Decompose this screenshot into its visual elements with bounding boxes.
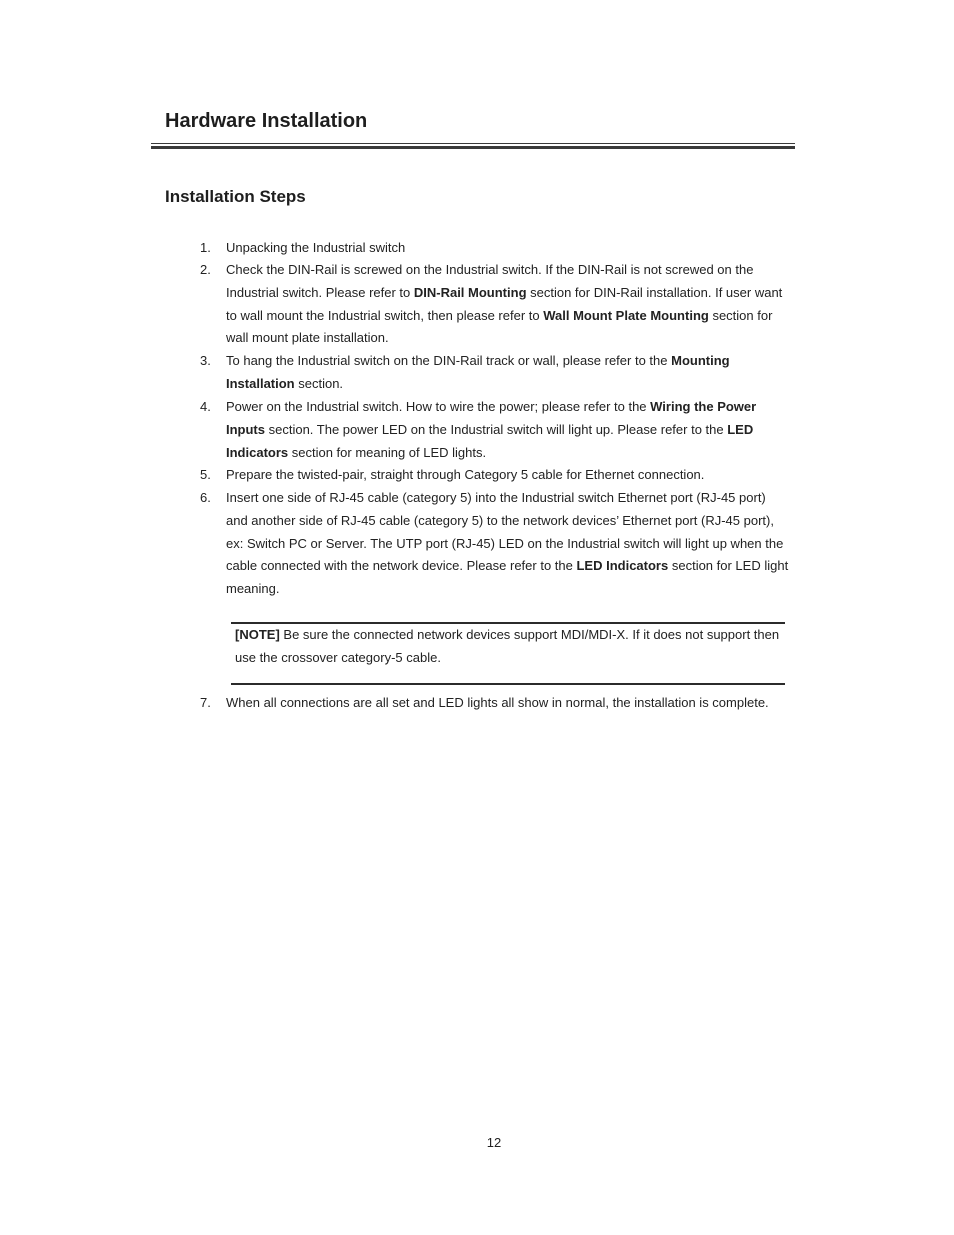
list-item [200,237,790,260]
list-item [200,396,790,464]
step-text-run: section for meaning of LED lights. [288,444,487,460]
step-text-run: To hang the Industrial switch on the DIN-Rail track or wall, please refer to the [226,353,672,368]
step-number: 6. [200,490,211,505]
step-text [226,487,790,601]
step-bold-reference: Wall Mount Plate Mounting [543,307,709,323]
step-text-run: section. The power LED on the Industrial switch will light up. Please refer to the [265,421,728,437]
step-text [226,464,790,487]
list-item [200,487,790,601]
step-number: 1. [200,240,211,255]
step-number: 3. [200,353,211,368]
note-body: Be sure the connected network devices support MDI/MDI-X. If it does not support then use the crossover category-5 cable. [235,627,780,665]
step-number: 2. [200,262,211,277]
step-text-run: When all connections are all set and LED lights all show in normal, the installation is complete. [226,695,769,710]
step-text [226,259,790,350]
list-item [200,464,790,487]
step-bold-reference: Wiring the Power Inputs [226,399,757,437]
list-item [200,259,790,350]
step-text-run: Power on the Industrial switch. How to wire the power; please refer to the [226,399,651,414]
step-number: 4. [200,399,211,414]
title-divider [151,143,795,149]
step-number: 7. [200,695,211,710]
step-text-run: Check the DIN-Rail is screwed on the Industrial switch. If the DIN-Rail is not screwed on the Industrial switch. Please refer to [226,262,754,300]
step-text-run: section for LED light meaning. [226,558,789,597]
step-bold-reference: LED Indicators [226,421,754,460]
step-text-run: section for DIN-Rail installation. If user want to wall mount the Industrial switch, then please refer to [226,284,783,323]
step-text [226,350,790,396]
page-title: Hardware Installation [165,110,368,132]
section-heading: Installation Steps [165,187,306,206]
title-divider-thin [151,143,795,144]
step-text-run: section. [294,375,344,391]
step-text [226,396,790,464]
list-item [200,350,790,396]
step-bold-reference: LED Indicators [576,558,669,574]
step-text-run: Unpacking the Industrial switch [226,240,406,255]
step-text [226,237,790,260]
step-text-run: Insert one side of RJ-45 cable (category 5) into the Industrial switch Ethernet port (RJ-45 port) and another side of RJ-45 cable (category 5) to the network devices’ Ethernet port (RJ-45 port), ex: Switch PC or Server. The UTP port (RJ-45) LED on the Industrial switch will light up when the cable connected with the network device. Please refer to the [226,490,784,574]
list-item [200,692,790,715]
note-box [231,622,785,685]
step-bold-reference: Mounting Installation [226,353,730,391]
step-text-run: section for wall mount plate installation. [226,307,773,346]
note-text [235,624,795,670]
note-label: [NOTE] [235,627,280,642]
step-bold-reference: DIN-Rail Mounting [413,284,527,300]
step-text-run: Prepare the twisted-pair, straight through Category 5 cable for Ethernet connection. [226,467,705,482]
step-number: 5. [200,467,211,482]
page-number: 12 [486,1135,502,1150]
title-divider-thick [151,146,795,149]
step-text [226,692,790,715]
